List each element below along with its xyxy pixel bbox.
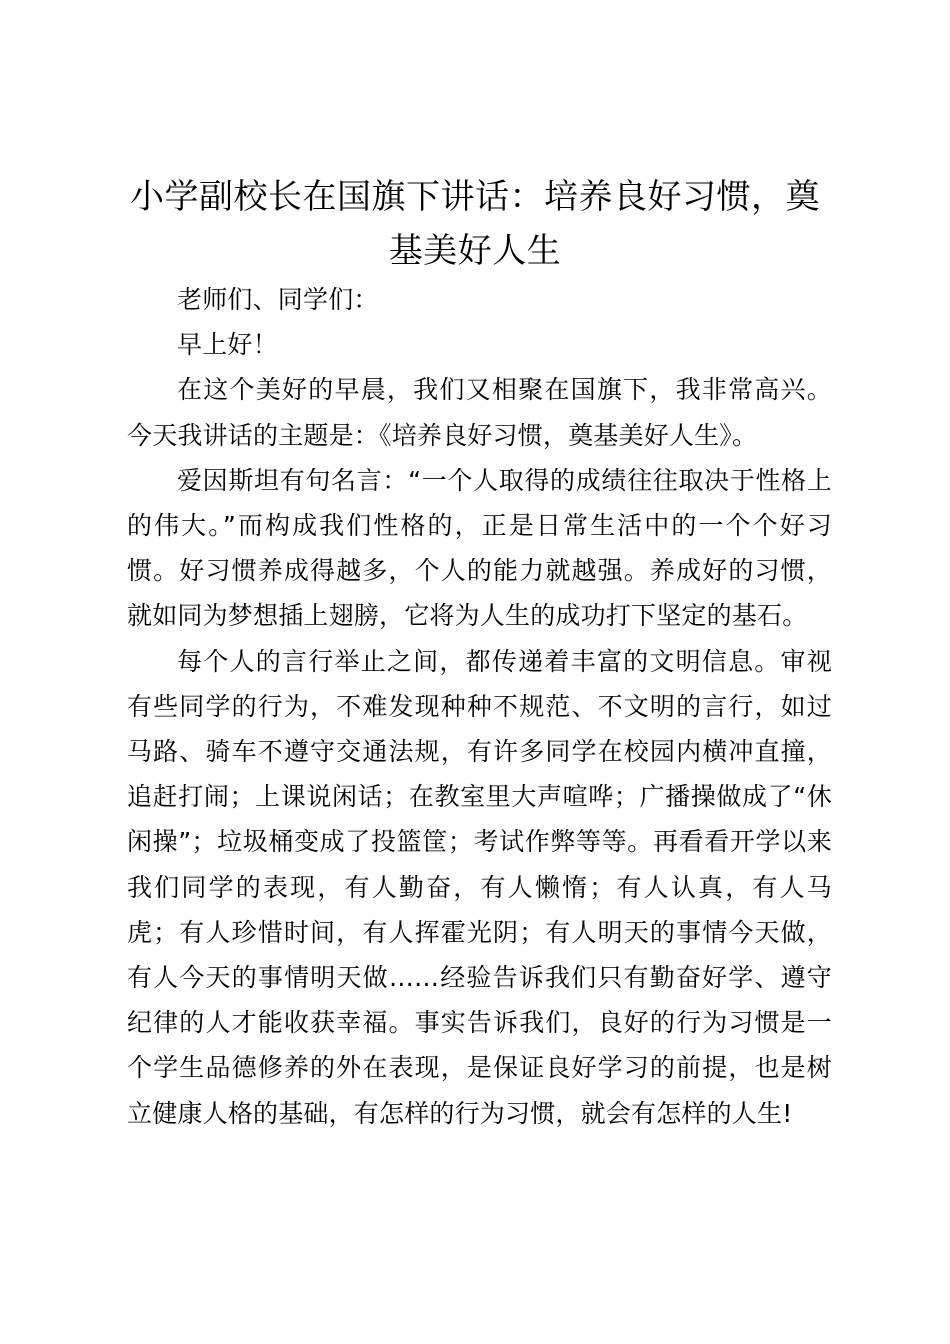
quote-paragraph: 爱因斯坦有句名言：“一个人取得的成绩往往取决于性格上的伟大。”而构成我们性格的，正是日常生活中的一个个好习惯。好习惯养成得越多，个人的能力就越强。养成好的习惯，就如同为梦想插上翅膀，它将为人生的成功打下坚定的基石。	[127, 465, 832, 631]
behavior-paragraph: 每个人的言行举止之间，都传递着丰富的文明信息。审视有些同学的行为，不难发现种种不规范、不文明的言行，如过马路、骑车不遵守交通法规，有许多同学在校园内横冲直撞，追赶打闹；上课说闲话；在教室里大声喧哗；广播操做成了“休闲操”；垃圾桶变成了投篮筐；考试作弊等等。再看看开学以来我们同学的表现，有人勤奋，有人懒惰；有人认真，有人马虎；有人珍惜时间，有人挥霍光阴；有人明天的事情今天做，有人今天的事情明天做……经验告诉我们只有勤奋好学、遵守纪律的人才能收获幸福。事实告诉我们，良好的行为习惯是一个学生品德修养的外在表现，是保证良好学习的前提，也是树立健康人格的基础，有怎样的行为习惯，就会有怎样的人生!	[127, 646, 832, 1128]
document-body	[127, 277, 832, 1136]
salutation-paragraph: 老师们、同学们：	[177, 285, 379, 314]
document-title: 小学副校长在国旗下讲话：培养良好习惯，奠基美好人生	[130, 177, 820, 271]
intro-paragraph: 在这个美好的早晨，我们又相聚在国旗下，我非常高兴。今天我讲话的主题是：《培养良好习惯，奠基美好人生》。	[127, 375, 832, 450]
greeting-paragraph: 早上好！	[177, 330, 278, 360]
